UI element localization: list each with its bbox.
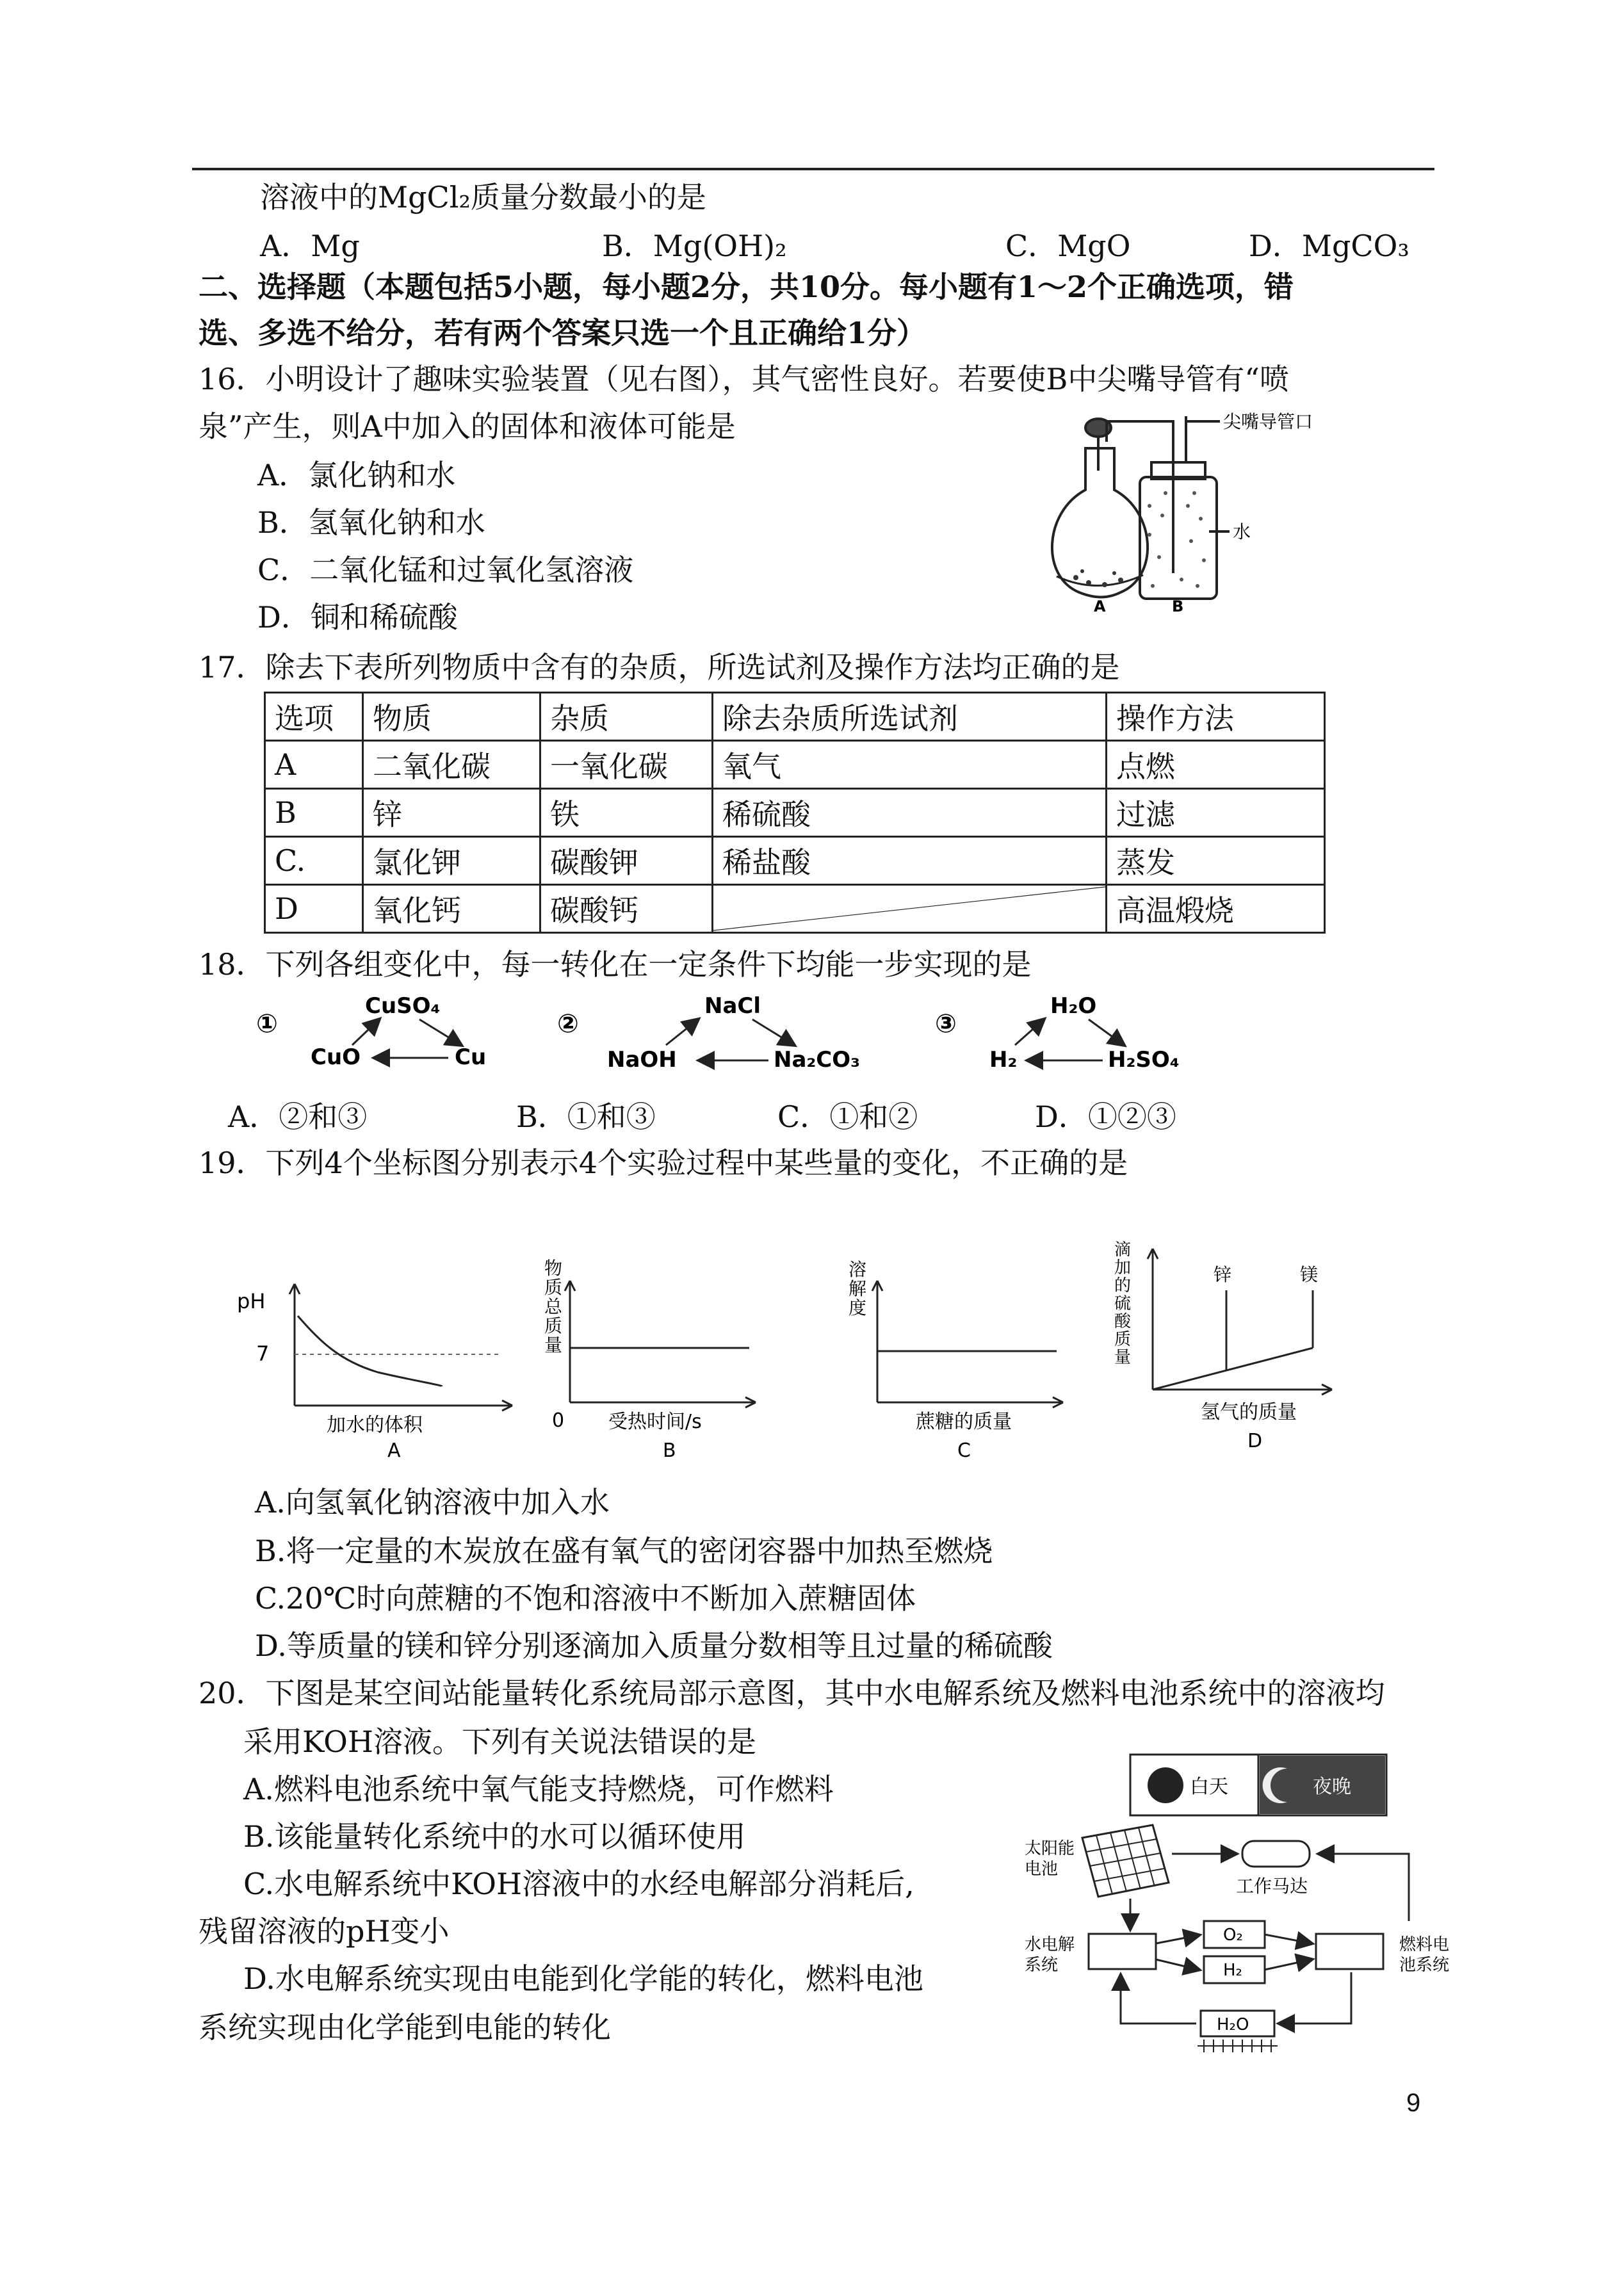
- q19-stem: 19．下列4个坐标图分别表示4个实验过程中某些量的变化，不正确的是: [199, 1146, 1128, 1180]
- chart-b-ylabel-part: 物: [544, 1258, 563, 1279]
- table-row: [265, 741, 1325, 789]
- fuelcell-label-part: 池系统: [1399, 1956, 1450, 1975]
- table-cell: A: [265, 741, 363, 789]
- table-cell: C.: [265, 837, 363, 885]
- q16-option-a: A．氯化钠和水: [257, 458, 456, 492]
- q19-chart-b: [493, 1242, 775, 1463]
- q18-option-a: A．②和③: [228, 1099, 368, 1134]
- q17-stem: 17．除去下表所列物质中含有的杂质，所选试剂及操作方法均正确的是: [199, 650, 1120, 685]
- group-3-top: H₂O: [1050, 993, 1097, 1019]
- group-1-right: Cu: [455, 1044, 487, 1070]
- q16-apparatus-figure: [1037, 403, 1332, 615]
- chart-d-xlabel: 氢气的质量: [1201, 1401, 1297, 1423]
- table-cell: 氧气: [713, 741, 1107, 789]
- chart-d-ylabel-part: 加: [1114, 1258, 1132, 1277]
- q20-stem-line2: 采用KOH溶液。下列有关说法错误的是: [243, 1724, 756, 1759]
- chart-c-ylabel-part: 溶: [849, 1259, 867, 1280]
- header-cell: 操作方法: [1107, 693, 1325, 741]
- fuel-cell-unit: [1316, 1934, 1383, 1969]
- solar-label-part: 电池: [1025, 1860, 1059, 1879]
- chart-d-ylabel-part: 质: [1114, 1330, 1132, 1349]
- section2-heading-line1: 二、选择题（本题包括5小题，每小题2分，共10分。每小题有1～2个正确选项，错: [199, 270, 1294, 304]
- chart-d-ylabel-part: 滴: [1114, 1240, 1132, 1260]
- header-cell: 杂质: [540, 693, 713, 741]
- chart-c-ylabel-part: 度: [849, 1297, 867, 1318]
- group-3-right: H₂SO₄: [1108, 1047, 1180, 1073]
- o2-label: O₂: [1223, 1926, 1243, 1945]
- table-cell: 二氧化碳: [363, 741, 540, 789]
- h2-label: H₂: [1223, 1961, 1242, 1980]
- solar-label-part: 太阳能: [1025, 1839, 1075, 1858]
- q20-option-d-line1: D.水电解系统实现由电能到化学能的转化，燃料电池: [243, 1961, 923, 1996]
- q17-table: [264, 692, 1326, 934]
- h2o-label: H₂O: [1217, 2015, 1249, 2034]
- table-cell: 铁: [540, 789, 713, 837]
- q15-stem: 溶液中的MgCl₂质量分数最小的是: [260, 180, 706, 215]
- chart-b-ylabel: [544, 1258, 563, 1356]
- q15-option-c: C．MgO: [1005, 229, 1131, 263]
- chart-d-ylabel-part: 的: [1114, 1276, 1132, 1295]
- table-cell: 碳酸钾: [540, 837, 713, 885]
- table-cell: 点燃: [1107, 741, 1325, 789]
- header-cell: 除去杂质所选试剂: [713, 693, 1107, 741]
- table-cell: 氯化钾: [363, 837, 540, 885]
- q17-table-wrap: [264, 692, 1326, 934]
- table-row: [265, 837, 1325, 885]
- chart-d-ylabel-part: 量: [1114, 1348, 1132, 1367]
- q20-stem-line1: 20．下图是某空间站能量转化系统局部示意图，其中水电解系统及燃料电池系统中的溶液均: [199, 1676, 1385, 1710]
- group-1-top: CuSO₄: [365, 993, 441, 1019]
- header-cell: 物质: [363, 693, 540, 741]
- q20-energy-system-figure: [1025, 1729, 1473, 2062]
- q20-option-d-line2: 系统实现由化学能到电能的转化: [199, 2010, 611, 2045]
- chart-d-mg-label: 镁: [1300, 1264, 1319, 1285]
- chart-d-ylabel-part: 酸: [1114, 1312, 1132, 1331]
- chart-a-ylabel: pH: [237, 1289, 266, 1313]
- table-row: [265, 789, 1325, 837]
- section2-heading-line2: 选、多选不给分，若有两个答案只选一个且正确给1分）: [199, 316, 927, 350]
- chart-d-ylabel-part: 硫: [1114, 1294, 1132, 1313]
- group-3-left: H₂: [989, 1047, 1018, 1073]
- electrolysis-label-part: 系统: [1025, 1956, 1059, 1975]
- q20-option-a: A.燃料电池系统中氧气能支持燃烧，可作燃料: [243, 1772, 834, 1806]
- flask-a-label: A: [1094, 597, 1106, 615]
- solar-panel-icon: [1082, 1825, 1169, 1897]
- group-2-right: Na₂CO₃: [774, 1047, 861, 1073]
- table-cell: D: [265, 885, 363, 933]
- q18-option-c: C．①和②: [777, 1099, 918, 1134]
- chart-d-ylabel: [1114, 1240, 1132, 1367]
- nozzle-label: 尖嘴导管口: [1223, 411, 1313, 432]
- q20-option-c-line2: 残留溶液的pH变小: [199, 1914, 450, 1949]
- q19-chart-d: [1095, 1236, 1396, 1457]
- table-cell: 高温煅烧: [1107, 885, 1325, 933]
- q19-option-c: C.20℃时向蔗糖的不饱和溶液中不断加入蔗糖固体: [255, 1581, 916, 1616]
- q19-option-d: D.等质量的镁和锌分别逐滴加入质量分数相等且过量的稀硫酸: [255, 1628, 1053, 1663]
- table-cell: 蒸发: [1107, 837, 1325, 885]
- chart-c-label: C: [957, 1439, 971, 1462]
- q15-option-d: D．MgCO₃: [1249, 229, 1409, 263]
- chart-c-ylabel: [849, 1259, 866, 1318]
- q18-option-d: D．①②③: [1035, 1099, 1176, 1134]
- group-1-number: ①: [256, 1009, 278, 1039]
- q16-option-d: D．铜和稀硫酸: [257, 600, 458, 635]
- group-2-left: NaOH: [607, 1047, 677, 1073]
- bottle-b-label: B: [1172, 597, 1184, 615]
- table-cell: B: [265, 789, 363, 837]
- table-cell: 碳酸钙: [540, 885, 713, 933]
- chart-b-label: B: [663, 1439, 676, 1462]
- motor-label: 工作马达: [1236, 1876, 1308, 1897]
- night-label: 夜晚: [1313, 1776, 1351, 1798]
- chart-d-zn-label: 锌: [1214, 1264, 1232, 1285]
- diagonal-slash: [713, 886, 1105, 932]
- group-3-number: ③: [935, 1009, 957, 1039]
- water-label: 水: [1233, 521, 1251, 542]
- q15-option-b: B．Mg(OH)₂: [602, 229, 787, 263]
- page-number: 9: [1406, 2089, 1421, 2117]
- table-cell: 一氧化碳: [540, 741, 713, 789]
- motor-icon: [1242, 1841, 1310, 1867]
- electrolysis-label-part: 水电解: [1025, 1935, 1075, 1954]
- q20-option-c-line1: C.水电解系统中KOH溶液中的水经电解部分消耗后,: [243, 1867, 914, 1901]
- chart-d-label: D: [1247, 1430, 1263, 1452]
- electrolysis-unit: [1089, 1934, 1156, 1969]
- q19-chart-a: [231, 1271, 532, 1463]
- chart-b-ylabel-part: 量: [544, 1334, 563, 1356]
- group-2-number: ②: [557, 1009, 579, 1039]
- q16-stem-line2: 泉”产生，则A中加入的固体和液体可能是: [199, 409, 736, 444]
- chart-c-ylabel-part: 解: [849, 1278, 867, 1299]
- chart-a-label: A: [387, 1439, 401, 1462]
- electrolysis-label: [1025, 1935, 1075, 1975]
- table-cell: 过滤: [1107, 789, 1325, 837]
- q15-option-a: A．Mg: [260, 229, 360, 263]
- header-rule: [192, 168, 1434, 170]
- header-cell: 选项: [265, 693, 363, 741]
- fuelcell-label: [1399, 1935, 1449, 1975]
- chart-a-tick7: 7: [256, 1342, 270, 1366]
- table-cell: 氧化钙: [363, 885, 540, 933]
- q19-chart-c: [813, 1242, 1076, 1463]
- group-1-left: CuO: [311, 1044, 361, 1070]
- q16-option-c: C．二氧化锰和过氧化氢溶液: [257, 553, 634, 587]
- table-cell: 锌: [363, 789, 540, 837]
- fuelcell-label-part: 燃料电: [1399, 1935, 1450, 1954]
- table-cell: 稀硫酸: [713, 789, 1107, 837]
- q16-option-b: B．氢氧化钠和水: [257, 505, 485, 540]
- chart-a-xlabel: 加水的体积: [327, 1414, 423, 1436]
- solar-label: [1025, 1839, 1075, 1879]
- chart-c-xlabel: 蔗糖的质量: [916, 1411, 1012, 1433]
- table-cell-diagonal: [713, 885, 1107, 933]
- q16-stem-line1: 16．小明设计了趣味实验装置（见右图），其气密性良好。若要使B中尖嘴导管有“喷: [199, 362, 1289, 396]
- table-row: [265, 885, 1325, 933]
- q19-option-a: A.向氢氧化钠溶液中加入水: [255, 1485, 610, 1520]
- q18-option-b: B．①和③: [516, 1099, 656, 1134]
- chart-b-ylabel-part: 质: [544, 1277, 563, 1298]
- day-label: 白天: [1190, 1776, 1228, 1798]
- chart-b-xlabel: 受热时间/s: [608, 1411, 702, 1433]
- q18-stem: 18．下列各组变化中，每一转化在一定条件下均能一步实现的是: [199, 947, 1032, 982]
- chart-b-ylabel-part: 质: [544, 1315, 563, 1336]
- chart-b-zero: 0: [552, 1409, 565, 1432]
- q18-reaction-diagrams: [256, 986, 1242, 1082]
- chart-b-ylabel-part: 总: [544, 1296, 563, 1317]
- table-cell: 稀盐酸: [713, 837, 1107, 885]
- q19-option-b: B.将一定量的木炭放在盛有氧气的密闭容器中加热至燃烧: [255, 1534, 993, 1568]
- q20-option-b: B.该能量转化系统中的水可以循环使用: [243, 1819, 746, 1854]
- group-2-top: NaCl: [704, 993, 761, 1019]
- table-header-row: [265, 693, 1325, 741]
